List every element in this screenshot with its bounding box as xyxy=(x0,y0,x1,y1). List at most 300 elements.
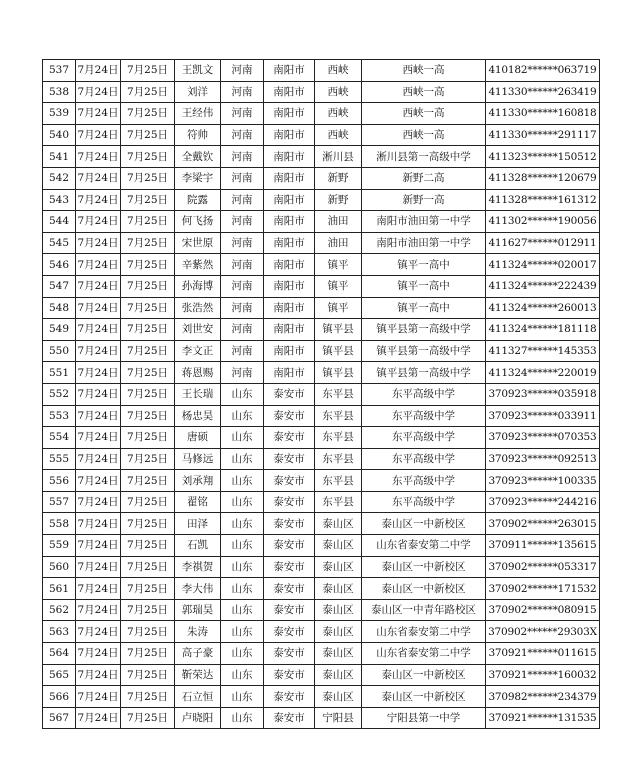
province-cell: 河南 xyxy=(221,103,264,125)
city-cell: 南阳市 xyxy=(264,275,315,297)
person-name-cell: 田泽 xyxy=(175,513,221,535)
school-name-cell: 泰山区一中新校区 xyxy=(362,578,486,600)
id-number-cell: 411627******012911 xyxy=(486,232,600,254)
table-row xyxy=(43,232,600,254)
school-name-cell: 西峡一高 xyxy=(362,81,486,103)
check-out-date-cell: 7月25日 xyxy=(121,297,175,319)
school-name-cell: 泰山区一中新校区 xyxy=(362,556,486,578)
person-name-cell: 蒋恩赐 xyxy=(175,362,221,384)
row-number-cell: 552 xyxy=(43,383,76,405)
person-name-cell: 刘世安 xyxy=(175,319,221,341)
school-name-cell: 东平高级中学 xyxy=(362,427,486,449)
province-cell: 山东 xyxy=(221,578,264,600)
province-cell: 山东 xyxy=(221,535,264,557)
county-cell: 西峡 xyxy=(315,103,362,125)
city-cell: 泰安市 xyxy=(264,535,315,557)
person-name-cell: 辛紫然 xyxy=(175,254,221,276)
county-cell: 泰山区 xyxy=(315,513,362,535)
county-cell: 泰山区 xyxy=(315,643,362,665)
check-in-date-cell: 7月24日 xyxy=(76,383,121,405)
province-cell: 河南 xyxy=(221,297,264,319)
city-cell: 泰安市 xyxy=(264,707,315,729)
check-out-date-cell: 7月25日 xyxy=(121,643,175,665)
check-out-date-cell: 7月25日 xyxy=(121,319,175,341)
province-cell: 河南 xyxy=(221,232,264,254)
table-row xyxy=(43,319,600,341)
roster-body xyxy=(43,60,600,729)
row-number-cell: 537 xyxy=(43,60,76,82)
province-cell: 河南 xyxy=(221,211,264,233)
province-cell: 山东 xyxy=(221,513,264,535)
id-number-cell: 411323******150512 xyxy=(486,146,600,168)
county-cell: 淅川县 xyxy=(315,146,362,168)
check-in-date-cell: 7月24日 xyxy=(76,362,121,384)
school-name-cell: 西峡一高 xyxy=(362,103,486,125)
city-cell: 南阳市 xyxy=(264,254,315,276)
province-cell: 山东 xyxy=(221,686,264,708)
city-cell: 南阳市 xyxy=(264,124,315,146)
province-cell: 河南 xyxy=(221,189,264,211)
county-cell: 泰山区 xyxy=(315,599,362,621)
row-number-cell: 561 xyxy=(43,578,76,600)
person-name-cell: 卢晓阳 xyxy=(175,707,221,729)
school-name-cell: 镇平县第一高级中学 xyxy=(362,340,486,362)
id-number-cell: 370911******135615 xyxy=(486,535,600,557)
school-name-cell: 镇平县第一高级中学 xyxy=(362,319,486,341)
school-name-cell: 东平高级中学 xyxy=(362,405,486,427)
county-cell: 油田 xyxy=(315,232,362,254)
check-out-date-cell: 7月25日 xyxy=(121,578,175,600)
check-out-date-cell: 7月25日 xyxy=(121,427,175,449)
table-row xyxy=(43,578,600,600)
city-cell: 泰安市 xyxy=(264,686,315,708)
row-number-cell: 545 xyxy=(43,232,76,254)
table-row xyxy=(43,513,600,535)
county-cell: 镇平 xyxy=(315,297,362,319)
table-row xyxy=(43,470,600,492)
person-name-cell: 杨忠昊 xyxy=(175,405,221,427)
check-in-date-cell: 7月24日 xyxy=(76,448,121,470)
school-name-cell: 镇平一高中 xyxy=(362,275,486,297)
check-out-date-cell: 7月25日 xyxy=(121,448,175,470)
county-cell: 泰山区 xyxy=(315,535,362,557)
check-in-date-cell: 7月24日 xyxy=(76,275,121,297)
county-cell: 泰山区 xyxy=(315,578,362,600)
city-cell: 泰安市 xyxy=(264,621,315,643)
school-name-cell: 泰山区一中新校区 xyxy=(362,664,486,686)
school-name-cell: 镇平县第一高级中学 xyxy=(362,362,486,384)
province-cell: 河南 xyxy=(221,124,264,146)
person-name-cell: 李大伟 xyxy=(175,578,221,600)
id-number-cell: 370923******070353 xyxy=(486,427,600,449)
county-cell: 泰山区 xyxy=(315,686,362,708)
id-number-cell: 370982******234379 xyxy=(486,686,600,708)
id-number-cell: 411330******291117 xyxy=(486,124,600,146)
check-out-date-cell: 7月25日 xyxy=(121,599,175,621)
person-name-cell: 李梁宇 xyxy=(175,167,221,189)
id-number-cell: 370902******053317 xyxy=(486,556,600,578)
person-name-cell: 孙海博 xyxy=(175,275,221,297)
province-cell: 河南 xyxy=(221,167,264,189)
check-in-date-cell: 7月24日 xyxy=(76,643,121,665)
check-in-date-cell: 7月24日 xyxy=(76,211,121,233)
check-out-date-cell: 7月25日 xyxy=(121,103,175,125)
person-name-cell: 王长瑞 xyxy=(175,383,221,405)
id-number-cell: 370921******160032 xyxy=(486,664,600,686)
id-number-cell: 411330******160818 xyxy=(486,103,600,125)
table-row xyxy=(43,340,600,362)
check-in-date-cell: 7月24日 xyxy=(76,297,121,319)
row-number-cell: 554 xyxy=(43,427,76,449)
check-in-date-cell: 7月24日 xyxy=(76,405,121,427)
table-row xyxy=(43,297,600,319)
id-number-cell: 370923******100335 xyxy=(486,470,600,492)
county-cell: 油田 xyxy=(315,211,362,233)
county-cell: 泰山区 xyxy=(315,621,362,643)
person-name-cell: 郭瑞昊 xyxy=(175,599,221,621)
person-name-cell: 石立恒 xyxy=(175,686,221,708)
county-cell: 东平县 xyxy=(315,405,362,427)
school-name-cell: 东平高级中学 xyxy=(362,470,486,492)
id-number-cell: 410182******063719 xyxy=(486,60,600,82)
id-number-cell: 411330******263419 xyxy=(486,81,600,103)
id-number-cell: 411328******120679 xyxy=(486,167,600,189)
id-number-cell: 370902******263015 xyxy=(486,513,600,535)
row-number-cell: 558 xyxy=(43,513,76,535)
province-cell: 山东 xyxy=(221,643,264,665)
province-cell: 山东 xyxy=(221,599,264,621)
city-cell: 泰安市 xyxy=(264,427,315,449)
check-in-date-cell: 7月24日 xyxy=(76,578,121,600)
county-cell: 镇平 xyxy=(315,254,362,276)
check-out-date-cell: 7月25日 xyxy=(121,81,175,103)
county-cell: 新野 xyxy=(315,167,362,189)
school-name-cell: 东平高级中学 xyxy=(362,383,486,405)
person-name-cell: 王凯文 xyxy=(175,60,221,82)
table-row xyxy=(43,103,600,125)
id-number-cell: 411324******260013 xyxy=(486,297,600,319)
person-name-cell: 马修远 xyxy=(175,448,221,470)
county-cell: 新野 xyxy=(315,189,362,211)
person-name-cell: 翟铭 xyxy=(175,491,221,513)
city-cell: 南阳市 xyxy=(264,103,315,125)
province-cell: 山东 xyxy=(221,491,264,513)
check-in-date-cell: 7月24日 xyxy=(76,621,121,643)
table-row xyxy=(43,599,600,621)
check-out-date-cell: 7月25日 xyxy=(121,362,175,384)
check-out-date-cell: 7月25日 xyxy=(121,167,175,189)
id-number-cell: 370923******092513 xyxy=(486,448,600,470)
table-row xyxy=(43,686,600,708)
province-cell: 河南 xyxy=(221,81,264,103)
school-name-cell: 山东省泰安第二中学 xyxy=(362,643,486,665)
person-name-cell: 石凯 xyxy=(175,535,221,557)
row-number-cell: 567 xyxy=(43,707,76,729)
table-row xyxy=(43,383,600,405)
check-out-date-cell: 7月25日 xyxy=(121,535,175,557)
id-number-cell: 370902******080915 xyxy=(486,599,600,621)
city-cell: 泰安市 xyxy=(264,664,315,686)
table-row xyxy=(43,535,600,557)
school-name-cell: 泰山区一中青年路校区 xyxy=(362,599,486,621)
id-number-cell: 411302******190056 xyxy=(486,211,600,233)
city-cell: 南阳市 xyxy=(264,189,315,211)
province-cell: 河南 xyxy=(221,319,264,341)
row-number-cell: 547 xyxy=(43,275,76,297)
city-cell: 泰安市 xyxy=(264,578,315,600)
school-name-cell: 南阳市油田第一中学 xyxy=(362,232,486,254)
row-number-cell: 542 xyxy=(43,167,76,189)
city-cell: 泰安市 xyxy=(264,556,315,578)
county-cell: 泰山区 xyxy=(315,556,362,578)
check-out-date-cell: 7月25日 xyxy=(121,470,175,492)
id-number-cell: 411324******220019 xyxy=(486,362,600,384)
table-row xyxy=(43,81,600,103)
row-number-cell: 565 xyxy=(43,664,76,686)
row-number-cell: 549 xyxy=(43,319,76,341)
check-in-date-cell: 7月24日 xyxy=(76,707,121,729)
table-row xyxy=(43,275,600,297)
school-name-cell: 南阳市油田第一中学 xyxy=(362,211,486,233)
check-in-date-cell: 7月24日 xyxy=(76,491,121,513)
province-cell: 河南 xyxy=(221,146,264,168)
city-cell: 南阳市 xyxy=(264,340,315,362)
check-in-date-cell: 7月24日 xyxy=(76,232,121,254)
check-out-date-cell: 7月25日 xyxy=(121,232,175,254)
check-in-date-cell: 7月24日 xyxy=(76,319,121,341)
row-number-cell: 563 xyxy=(43,621,76,643)
city-cell: 泰安市 xyxy=(264,513,315,535)
person-name-cell: 唐硕 xyxy=(175,427,221,449)
city-cell: 泰安市 xyxy=(264,405,315,427)
city-cell: 南阳市 xyxy=(264,319,315,341)
row-number-cell: 553 xyxy=(43,405,76,427)
table-row xyxy=(43,362,600,384)
province-cell: 山东 xyxy=(221,405,264,427)
table-row xyxy=(43,189,600,211)
table-row xyxy=(43,167,600,189)
province-cell: 山东 xyxy=(221,470,264,492)
check-out-date-cell: 7月25日 xyxy=(121,211,175,233)
city-cell: 南阳市 xyxy=(264,232,315,254)
person-name-cell: 全戴钦 xyxy=(175,146,221,168)
school-name-cell: 新野二高 xyxy=(362,167,486,189)
province-cell: 河南 xyxy=(221,340,264,362)
check-in-date-cell: 7月24日 xyxy=(76,599,121,621)
row-number-cell: 541 xyxy=(43,146,76,168)
id-number-cell: 411324******222439 xyxy=(486,275,600,297)
table-row xyxy=(43,211,600,233)
province-cell: 山东 xyxy=(221,621,264,643)
school-name-cell: 镇平一高中 xyxy=(362,297,486,319)
check-out-date-cell: 7月25日 xyxy=(121,491,175,513)
check-in-date-cell: 7月24日 xyxy=(76,513,121,535)
check-in-date-cell: 7月24日 xyxy=(76,556,121,578)
check-in-date-cell: 7月24日 xyxy=(76,535,121,557)
check-out-date-cell: 7月25日 xyxy=(121,686,175,708)
county-cell: 东平县 xyxy=(315,427,362,449)
table-row xyxy=(43,491,600,513)
check-in-date-cell: 7月24日 xyxy=(76,340,121,362)
check-out-date-cell: 7月25日 xyxy=(121,146,175,168)
school-name-cell: 新野一高 xyxy=(362,189,486,211)
province-cell: 山东 xyxy=(221,556,264,578)
county-cell: 东平县 xyxy=(315,470,362,492)
row-number-cell: 543 xyxy=(43,189,76,211)
row-number-cell: 559 xyxy=(43,535,76,557)
id-number-cell: 411324******181118 xyxy=(486,319,600,341)
id-number-cell: 370923******033911 xyxy=(486,405,600,427)
check-out-date-cell: 7月25日 xyxy=(121,513,175,535)
province-cell: 河南 xyxy=(221,60,264,82)
person-name-cell: 刘洋 xyxy=(175,81,221,103)
id-number-cell: 370902******171532 xyxy=(486,578,600,600)
school-name-cell: 宁阳县第一中学 xyxy=(362,707,486,729)
county-cell: 东平县 xyxy=(315,491,362,513)
check-in-date-cell: 7月24日 xyxy=(76,189,121,211)
city-cell: 南阳市 xyxy=(264,60,315,82)
person-name-cell: 宋世原 xyxy=(175,232,221,254)
check-in-date-cell: 7月24日 xyxy=(76,254,121,276)
table-row xyxy=(43,643,600,665)
row-number-cell: 564 xyxy=(43,643,76,665)
row-number-cell: 551 xyxy=(43,362,76,384)
row-number-cell: 562 xyxy=(43,599,76,621)
county-cell: 西峡 xyxy=(315,124,362,146)
person-name-cell: 符帅 xyxy=(175,124,221,146)
person-name-cell: 院露 xyxy=(175,189,221,211)
province-cell: 河南 xyxy=(221,362,264,384)
row-number-cell: 550 xyxy=(43,340,76,362)
table-row xyxy=(43,707,600,729)
roster-table xyxy=(42,59,600,729)
table-row xyxy=(43,556,600,578)
table-row xyxy=(43,254,600,276)
province-cell: 山东 xyxy=(221,427,264,449)
check-in-date-cell: 7月24日 xyxy=(76,686,121,708)
check-out-date-cell: 7月25日 xyxy=(121,189,175,211)
person-name-cell: 靳荣达 xyxy=(175,664,221,686)
check-in-date-cell: 7月24日 xyxy=(76,427,121,449)
check-in-date-cell: 7月24日 xyxy=(76,103,121,125)
province-cell: 山东 xyxy=(221,448,264,470)
check-in-date-cell: 7月24日 xyxy=(76,146,121,168)
school-name-cell: 山东省泰安第二中学 xyxy=(362,621,486,643)
table-row xyxy=(43,146,600,168)
check-in-date-cell: 7月24日 xyxy=(76,81,121,103)
check-in-date-cell: 7月24日 xyxy=(76,60,121,82)
check-out-date-cell: 7月25日 xyxy=(121,340,175,362)
check-in-date-cell: 7月24日 xyxy=(76,470,121,492)
table-row xyxy=(43,124,600,146)
school-name-cell: 东平高级中学 xyxy=(362,448,486,470)
county-cell: 宁阳县 xyxy=(315,707,362,729)
row-number-cell: 540 xyxy=(43,124,76,146)
school-name-cell: 泰山区一中新校区 xyxy=(362,686,486,708)
check-out-date-cell: 7月25日 xyxy=(121,254,175,276)
city-cell: 南阳市 xyxy=(264,297,315,319)
row-number-cell: 538 xyxy=(43,81,76,103)
city-cell: 泰安市 xyxy=(264,599,315,621)
check-out-date-cell: 7月25日 xyxy=(121,707,175,729)
id-number-cell: 411327******145353 xyxy=(486,340,600,362)
county-cell: 镇平 xyxy=(315,275,362,297)
school-name-cell: 山东省泰安第二中学 xyxy=(362,535,486,557)
province-cell: 河南 xyxy=(221,254,264,276)
table-row xyxy=(43,427,600,449)
province-cell: 山东 xyxy=(221,383,264,405)
city-cell: 泰安市 xyxy=(264,470,315,492)
id-number-cell: 370921******131535 xyxy=(486,707,600,729)
county-cell: 西峡 xyxy=(315,60,362,82)
id-number-cell: 370923******244216 xyxy=(486,491,600,513)
school-name-cell: 淅川县第一高级中学 xyxy=(362,146,486,168)
city-cell: 南阳市 xyxy=(264,362,315,384)
county-cell: 东平县 xyxy=(315,448,362,470)
county-cell: 镇平县 xyxy=(315,362,362,384)
province-cell: 山东 xyxy=(221,707,264,729)
city-cell: 泰安市 xyxy=(264,491,315,513)
row-number-cell: 544 xyxy=(43,211,76,233)
school-name-cell: 西峡一高 xyxy=(362,124,486,146)
person-name-cell: 何飞扬 xyxy=(175,211,221,233)
person-name-cell: 高子豪 xyxy=(175,643,221,665)
county-cell: 西峡 xyxy=(315,81,362,103)
row-number-cell: 546 xyxy=(43,254,76,276)
id-number-cell: 411324******020017 xyxy=(486,254,600,276)
row-number-cell: 556 xyxy=(43,470,76,492)
city-cell: 南阳市 xyxy=(264,211,315,233)
person-name-cell: 李祺贺 xyxy=(175,556,221,578)
check-out-date-cell: 7月25日 xyxy=(121,124,175,146)
id-number-cell: 370923******035918 xyxy=(486,383,600,405)
row-number-cell: 555 xyxy=(43,448,76,470)
row-number-cell: 548 xyxy=(43,297,76,319)
row-number-cell: 539 xyxy=(43,103,76,125)
table-row xyxy=(43,60,600,82)
person-name-cell: 王经伟 xyxy=(175,103,221,125)
county-cell: 镇平县 xyxy=(315,340,362,362)
county-cell: 泰山区 xyxy=(315,664,362,686)
check-in-date-cell: 7月24日 xyxy=(76,167,121,189)
county-cell: 镇平县 xyxy=(315,319,362,341)
province-cell: 山东 xyxy=(221,664,264,686)
row-number-cell: 557 xyxy=(43,491,76,513)
id-number-cell: 370921******011615 xyxy=(486,643,600,665)
city-cell: 南阳市 xyxy=(264,146,315,168)
check-out-date-cell: 7月25日 xyxy=(121,621,175,643)
check-in-date-cell: 7月24日 xyxy=(76,664,121,686)
school-name-cell: 东平高级中学 xyxy=(362,491,486,513)
city-cell: 南阳市 xyxy=(264,81,315,103)
school-name-cell: 泰山区一中新校区 xyxy=(362,513,486,535)
table-row xyxy=(43,405,600,427)
check-out-date-cell: 7月25日 xyxy=(121,383,175,405)
province-cell: 河南 xyxy=(221,275,264,297)
table-row xyxy=(43,621,600,643)
city-cell: 泰安市 xyxy=(264,383,315,405)
school-name-cell: 镇平一高中 xyxy=(362,254,486,276)
check-out-date-cell: 7月25日 xyxy=(121,60,175,82)
person-name-cell: 朱涛 xyxy=(175,621,221,643)
id-number-cell: 411328******161312 xyxy=(486,189,600,211)
id-number-cell: 370902******29303X xyxy=(486,621,600,643)
city-cell: 泰安市 xyxy=(264,448,315,470)
city-cell: 泰安市 xyxy=(264,643,315,665)
check-out-date-cell: 7月25日 xyxy=(121,664,175,686)
check-out-date-cell: 7月25日 xyxy=(121,556,175,578)
person-name-cell: 张浩然 xyxy=(175,297,221,319)
